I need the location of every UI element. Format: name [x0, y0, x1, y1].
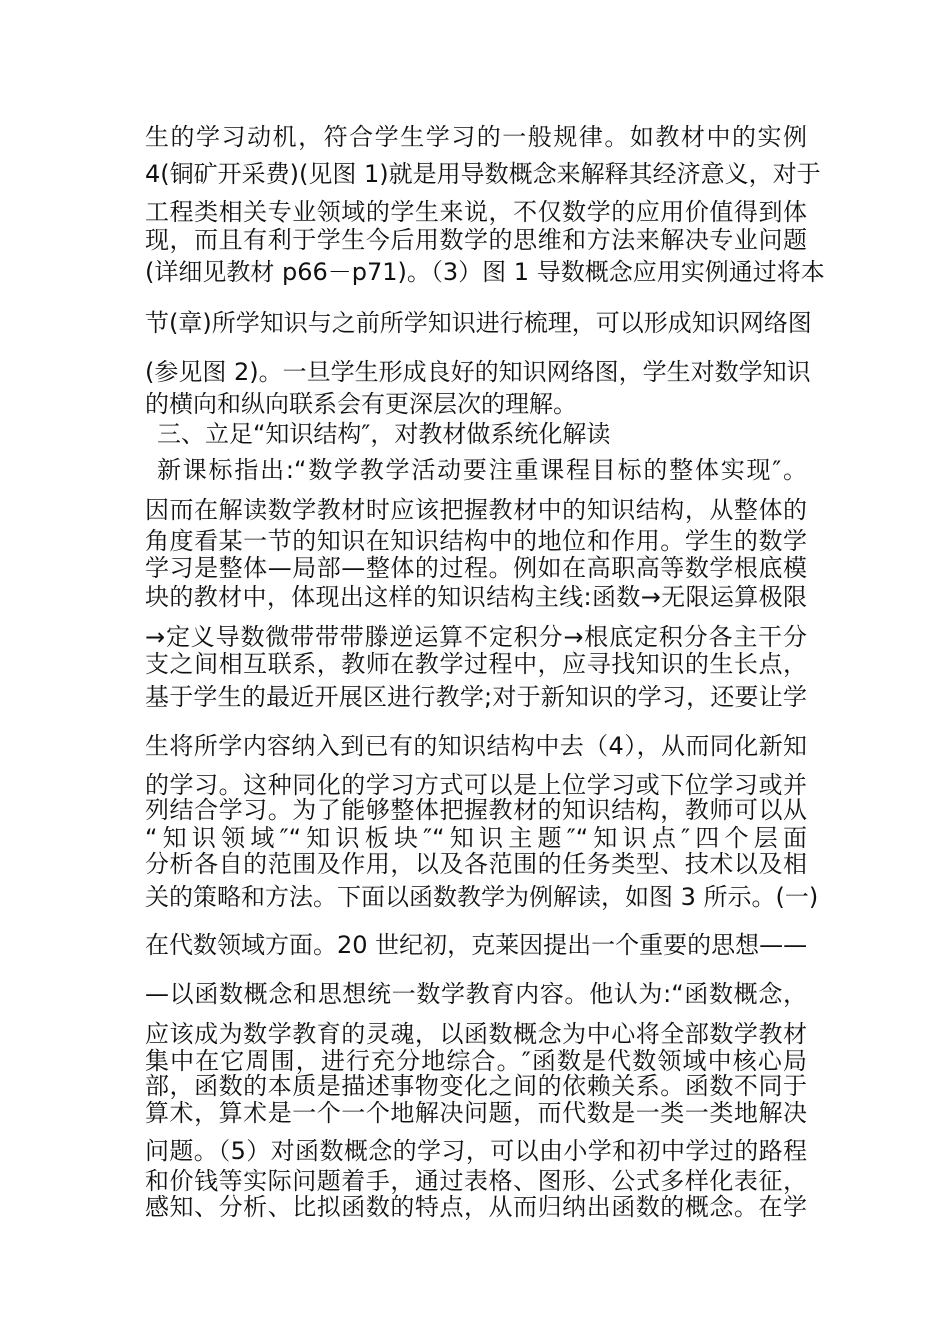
paragraph-line: 块的教材中，体现出这样的知识结构主线:函数→无限运算极限: [145, 583, 807, 611]
paragraph-line: (详细见教材 p66－p71)。（3）图 1 导数概念应用实例通过将本: [145, 258, 825, 286]
section-heading: 三、立足“知识结构″，对教材做系统化解读: [157, 420, 611, 448]
paragraph-line: 4(铜矿开采费)(见图 1)就是用导数概念来解释其经济意义，对于: [145, 160, 821, 188]
paragraph-line: (参见图 2)。一旦学生形成良好的知识网络图，学生对数学知识: [145, 358, 811, 386]
paragraph-line: 算术，算术是一个一个地解决问题，而代数是一类一类地解决: [145, 1099, 807, 1127]
paragraph-line: 和价钱等实际问题着手，通过表格、图形、公式多样化表征，: [145, 1167, 807, 1195]
paragraph-line: 关的策略和方法。下面以函数教学为例解读，如图 3 所示。(一): [145, 883, 819, 911]
paragraph-line: 节(章)所学知识与之前所学知识进行梳理，可以形成知识网络图: [145, 309, 812, 337]
paragraph-line: 应该成为数学教育的灵魂，以函数概念为中心将全部数学教材: [145, 1020, 807, 1048]
paragraph-line: 分析各自的范围及作用，以及各范围的任务类型、技术以及相: [145, 850, 807, 878]
paragraph-line: 问题。（5）对函数概念的学习，可以由小学和初中学过的路程: [145, 1137, 807, 1165]
paragraph-line: 列结合学习。为了能够整体把握教材的知识结构，教师可以从: [145, 796, 807, 824]
paragraph-line: 工程类相关专业领域的学生来说，不仅数学的应用价值得到体: [145, 198, 807, 226]
paragraph-line: 的学习。这种同化的学习方式可以是上位学习或下位学习或并: [145, 771, 807, 799]
paragraph-line: 角度看某一节的知识在知识结构中的地位和作用。学生的数学: [145, 527, 807, 555]
paragraph-line: 生将所学内容纳入到已有的知识结构中去（4），从而同化新知: [145, 732, 807, 760]
paragraph-line: 的横向和纵向联系会有更深层次的理解。: [145, 390, 577, 418]
paragraph-line: “知识领域″“知识板块″“知识主题″“知识点″四个层面: [145, 824, 807, 852]
paragraph-line: 生的学习动机，符合学生学习的一般规律。如教材中的实例: [145, 123, 807, 151]
paragraph-line: 在代数领域方面。20 世纪初，克莱因提出一个重要的思想——: [145, 931, 808, 959]
paragraph-line: 因而在解读数学教材时应该把握教材中的知识结构，从整体的: [145, 496, 807, 524]
paragraph-line: 支之间相互联系，教师在教学过程中，应寻找知识的生长点，: [145, 650, 807, 678]
paragraph-line: 部，函数的本质是描述事物变化之间的依赖关系。函数不同于: [145, 1072, 807, 1100]
paragraph-line: 集中在它周围，进行充分地综合。″函数是代数领域中核心局: [145, 1047, 807, 1075]
paragraph-line: 现，而且有利于学生今后用数学的思维和方法来解决专业问题: [145, 226, 807, 254]
paragraph-line: 感知、分析、比拟函数的特点，从而归纳出函数的概念。在学: [145, 1193, 807, 1221]
paragraph-line: —以函数概念和思想统一数学教育内容。他认为:“函数概念，: [145, 980, 807, 1008]
paragraph-line: 学习是整体—局部—整体的过程。例如在高职高等数学根底模: [145, 554, 807, 582]
paragraph-line: →定义导数微带带带滕逆运算不定积分→根底定积分各主干分: [145, 623, 807, 651]
paragraph-line: 基于学生的最近开展区进行教学;对于新知识的学习，还要让学: [145, 683, 807, 711]
paragraph-line: 新课标指出:“数学教学活动要注重课程目标的整体实现″。: [157, 456, 807, 484]
